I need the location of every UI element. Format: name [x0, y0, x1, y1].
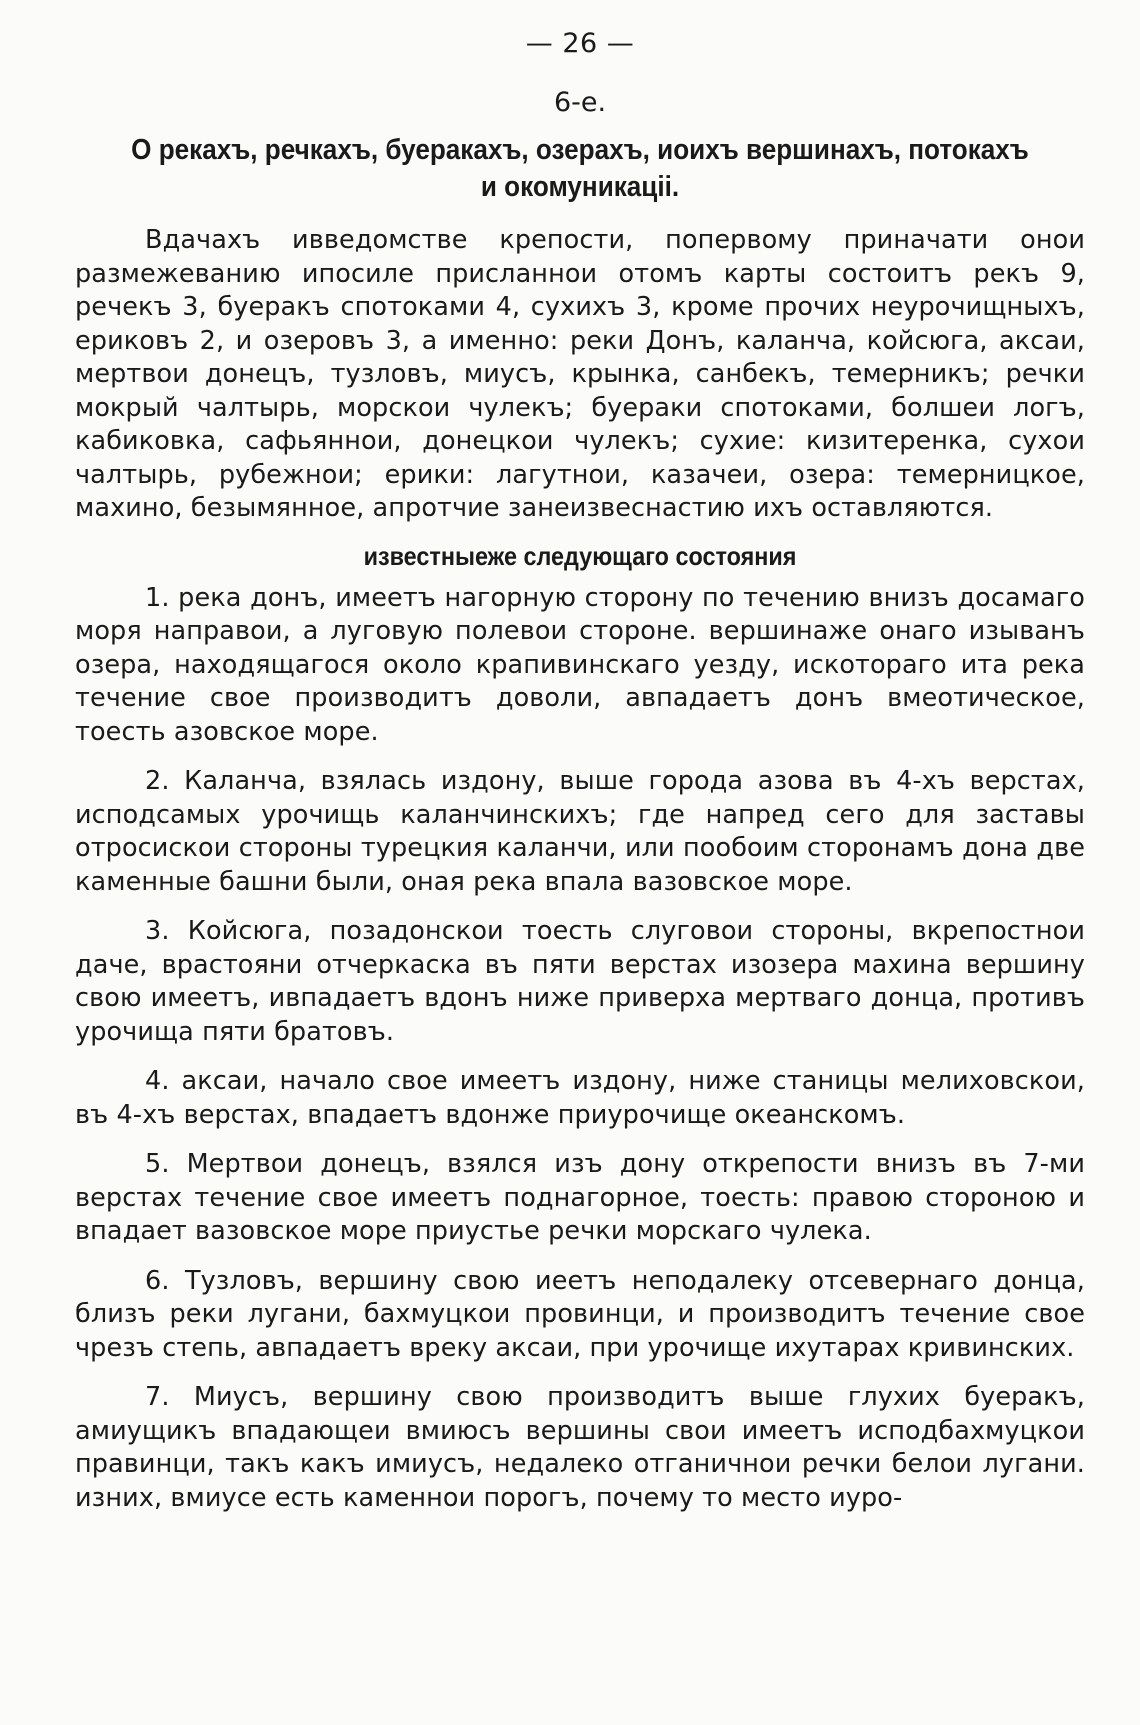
item-text: река донъ, имеетъ нагорную сторону по течению внизъ досамаго моря направои, а луговую полевои стороне. вершинаже онаго изыванъ озера, находящагося около крапивинскаго уезду, искотораго ита река течение свое производитъ доволи, авпадаетъ донъ вмеотическое, тоесть азовское море.	[75, 582, 1085, 747]
item-text: Тузловъ, вершину свою иеетъ неподалеку отсевернаго донца, близъ реки лугани, бахмуцкои провинци, и производитъ течение свое чрезъ степь, авпадаетъ вреку аксаи, при урочище ихутарах кривинских.	[75, 1265, 1085, 1363]
list-item-7	[75, 1381, 1085, 1515]
item-number: 5.	[145, 1149, 170, 1179]
item-number: 7.	[145, 1382, 170, 1412]
item-text: аксаи, начало свое имеетъ издону, ниже станицы мелиховскои, въ 4-хъ верстах, впадаетъ вдонже приурочище океанскомъ.	[75, 1066, 1085, 1130]
section-number: 6-е.	[553, 87, 607, 118]
list-item-3	[75, 915, 1085, 1049]
list-item-4	[75, 1065, 1085, 1132]
item-text: Миусъ, вершину свою производитъ выше глухих буеракъ, амиущикъ впадающеи вмиюсъ вершины свои имеетъ исподбахмуцкои правинци, такъ какъ имиусъ, недалеко отганичнои речки белои лугани. изних, вмиусе есть каменнои порогъ, почему то место иуро-	[75, 1382, 1085, 1513]
item-number: 3.	[145, 916, 170, 946]
item-number: 2.	[145, 766, 170, 796]
page-number: — 26 —	[525, 28, 635, 59]
list-item-6	[75, 1265, 1085, 1366]
numbered-list	[75, 582, 1085, 1516]
item-number: 6.	[145, 1265, 170, 1296]
item-number: 4.	[145, 1066, 170, 1096]
list-item-5	[75, 1148, 1085, 1249]
item-text: Койсюга, позадонскои тоесть слуговои стороны, вкрепостнои даче, врастояни отчеркаска въ пяти верстах изозера махина вершину свою имеетъ, ивпадаетъ вдонъ ниже приверха мертваго донца, противъ урочища пяти братовъ.	[75, 916, 1085, 1047]
section-title: О рекахъ, речкахъ, буеракахъ, озерахъ, иоихъ вершинахъ, потокахъ и окомуникацiі.	[131, 134, 1029, 203]
subheading: известныеже следующаго состояния	[363, 540, 797, 571]
list-item-2	[75, 765, 1085, 899]
item-number: 1.	[145, 582, 170, 613]
item-text: Мертвои донецъ, взялся изъ дону открепости внизъ въ 7-ми верстах течение свое имеетъ поднагорное, тоесть: правою стороною и впадает вазовское море приустье речки морскаго чулека.	[75, 1149, 1085, 1246]
item-text: Каланча, взялась издону, выше города азова въ 4-хъ верстах, исподсамых урочищь каланчинскихъ; где напред сего для заставы отросискои стороны турецкия каланчи, или пообоим сторонамъ дона две каменные башни были, оная река впала вазовское море.	[75, 766, 1085, 897]
document-page	[75, 28, 1085, 1531]
intro-paragraph: Вдачахъ ивведомстве крепости, попервому приначати онои размежеванию ипосиле присланнои отомъ карты состоитъ рекъ 9, речекъ 3, буеракъ спотоками 4, сухихъ 3, кроме прочих неурочищныхъ, ериковъ 2, и озеровъ 3, а именно: реки Донъ, каланча, койсюга, аксаи, мертвои донецъ, тузловъ, миусъ, крынка, санбекъ, темерникъ; речки мокрый чалтырь, морскои чулекъ; буераки спотоками, болшеи логъ, кабиковка, сафьяннои, донецкои чулекъ; сухие: кизитеренка, сухои чалтырь, рубежнои; ерики: лагутнои, казачеи, озера: темерницкое, махино, безымянное, апротчие занеизвеснастию ихъ оставляются.	[75, 225, 1085, 523]
list-item-1	[75, 582, 1085, 750]
